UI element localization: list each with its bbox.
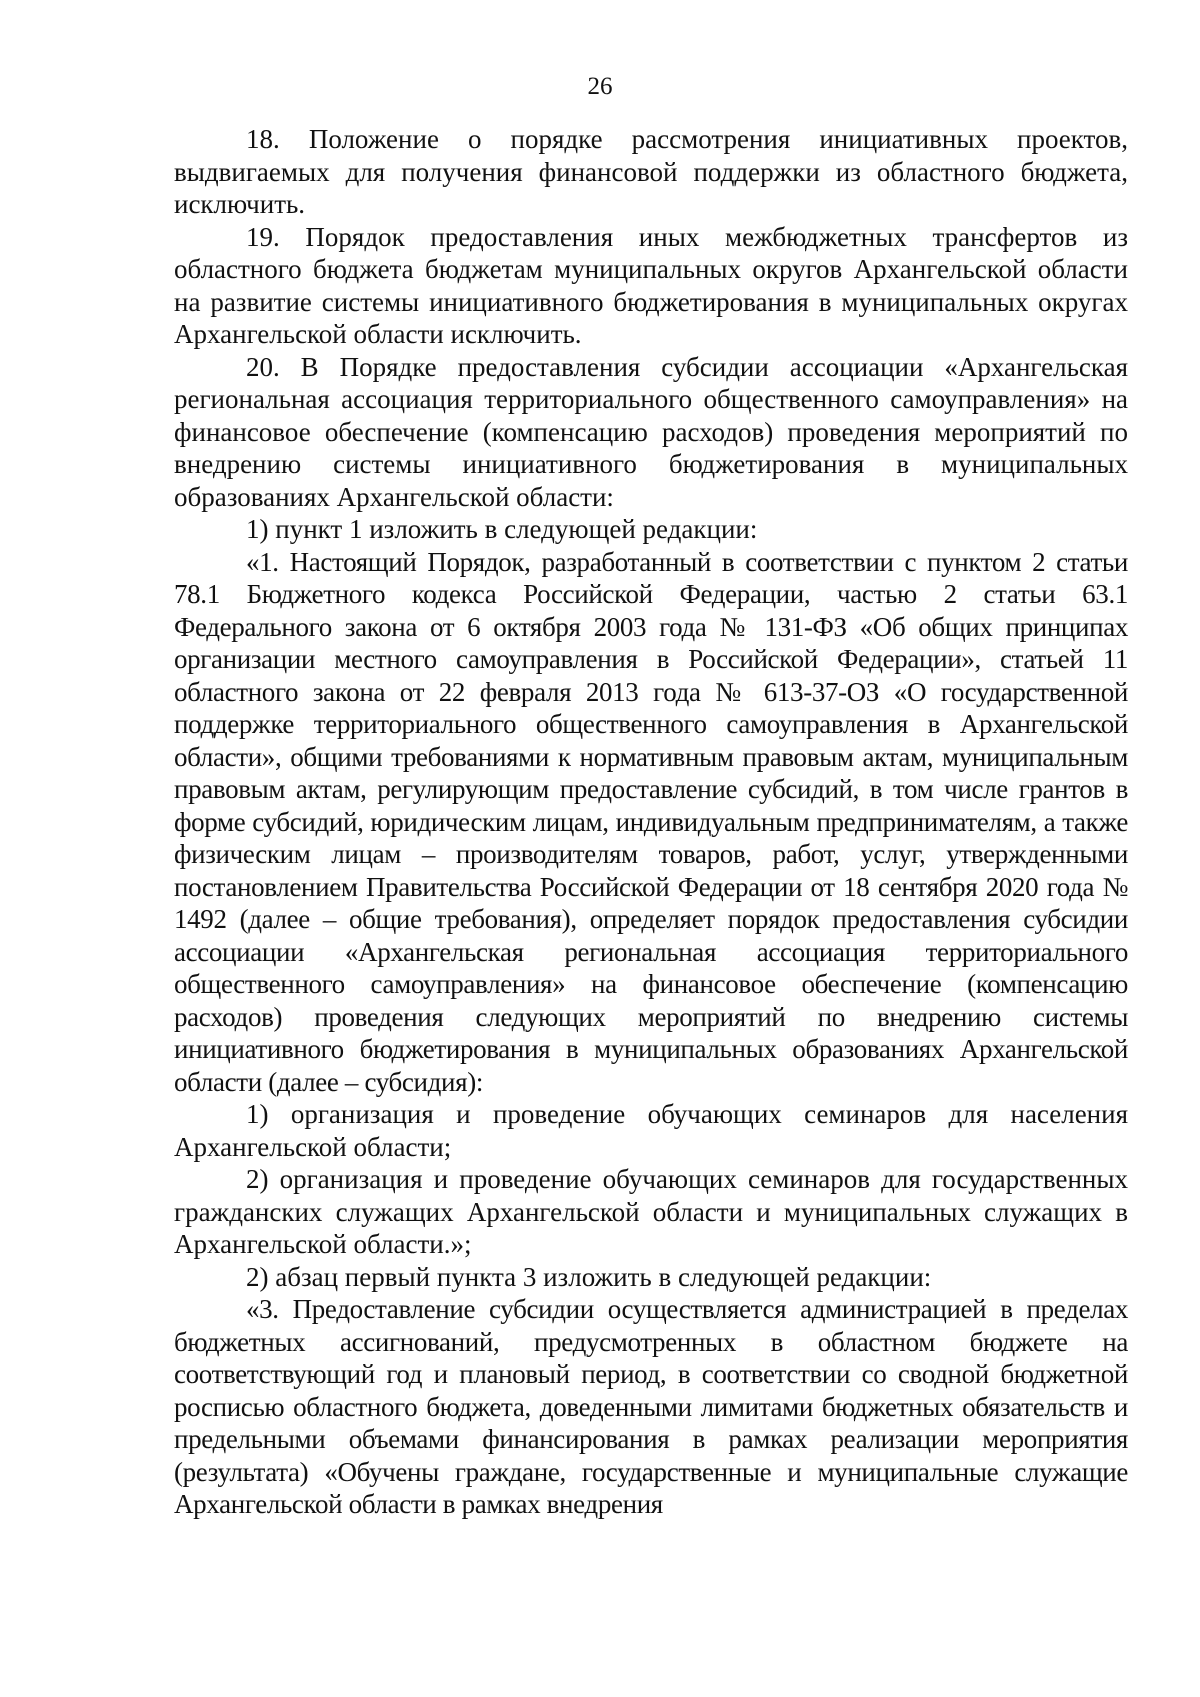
list-item-2: 2) организация и проведение обучающих семинаров для государственных гражданских служащих Архангельской области и муниципальных служащих в Архангельской области.»; — [174, 1164, 1128, 1259]
paragraph-quoted-point-3: «3. Предоставление субсидии осуществляется администрацией в пределах бюджетных ассигнований, предусмотренных в областном бюджете на соответствующий год и плановый период, в соответствии со сводной бюджетной росписью областного бюджета, доведенными лимитами бюджетных обязательств и предельными объемами финансирования в рамках реализации мероприятия (результата) «Обучены граждане, государственные и муниципальные служащие Архангельской области в рамках внедрения — [174, 1294, 1128, 1519]
list-item-1: 1) организация и проведение обучающих семинаров для населения Архангельской области; — [174, 1099, 1128, 1162]
paragraph-18: 18. Положение о порядке рассмотрения инициативных проектов, выдвигаемых для получения финансовой поддержки из областного бюджета, исключить. — [174, 124, 1128, 219]
paragraph-quoted-point-1: «1. Настоящий Порядок, разработанный в соответствии с пунктом 2 статьи 78.1 Бюджетного кодекса Российской Федерации, частью 2 статьи 63.1 Федерального закона от 6 октября 2003 года № 131-ФЗ «Об общих принципах организации местного самоуправления в Российской Федерации», статьей 11 областного закона от 22 февраля 2013 года № 613-37-ОЗ «О государственной поддержке территориального общественного самоуправления в Архангельской области», общими требованиями к нормативным правовым актам, муниципальным правовым актам, регулирующим предоставление субсидий, в том числе грантов в форме субсидий, юридическим лицам, индивидуальным предпринимателям, а также физическим лицам – производителям товаров, работ, услуг, утвержденными постановлением Правительства Российской Федерации от 18 сентября 2020 года № 1492 (далее – общие требования), определяет порядок предоставления субсидии ассоциации «Архангельская региональная ассоциация территориального общественного самоуправления» на финансовое обеспечение (компенсацию расходов) проведения следующих мероприятий по внедрению системы инициативного бюджетирования в муниципальных образованиях Архангельской области (далее – субсидия): — [174, 546, 1128, 1097]
paragraph-19: 19. Порядок предоставления иных межбюджетных трансфертов из областного бюджета бюджетам муниципальных округов Архангельской области на развитие системы инициативного бюджетирования в муниципальных округах Архангельской области исключить. — [174, 221, 1128, 349]
subparagraph-2-heading: 2) абзац первый пункта 3 изложить в следующей редакции: — [246, 1261, 932, 1292]
page-number: 26 — [587, 73, 613, 100]
paragraph-20: 20. В Порядке предоставления субсидии ассоциации «Архангельская региональная ассоциация территориального общественного самоуправления» на финансовое обеспечение (компенсацию расходов) проведения мероприятий по внедрению системы инициативного бюджетирования в муниципальных образованиях Архангельской области: — [174, 351, 1128, 512]
subparagraph-1-heading: 1) пункт 1 изложить в следующей редакции: — [246, 514, 758, 544]
document-body — [174, 123, 1128, 1521]
